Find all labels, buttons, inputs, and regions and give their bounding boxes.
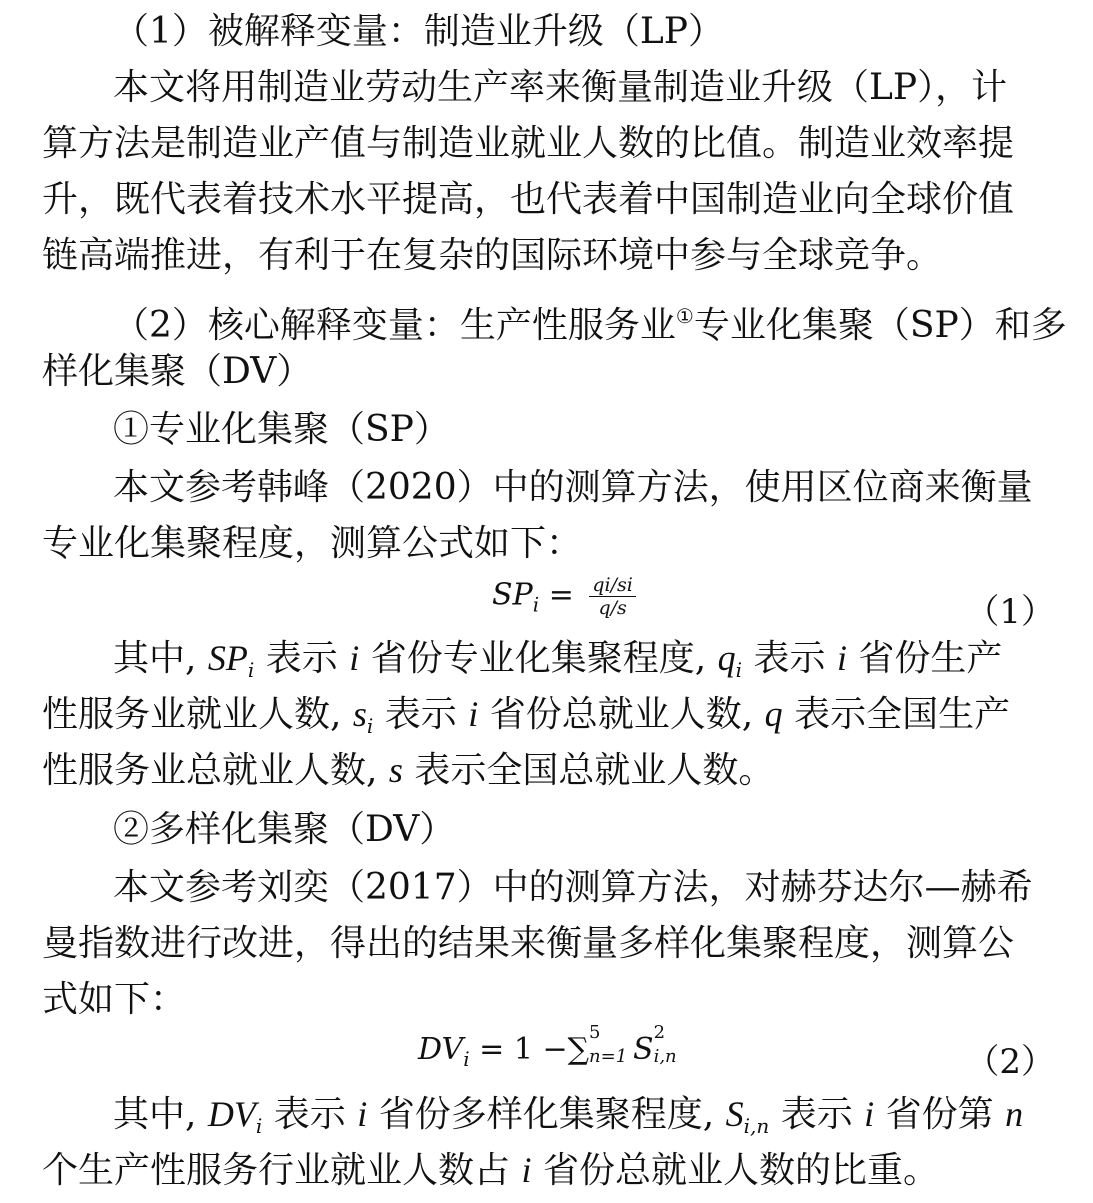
- fraction: $\frac{qi/si}{q/s}$: [589, 574, 635, 619]
- formula-dv: $DV_i = 1$ −∑ 5 n=1 S 2 i,n: [418, 1022, 677, 1071]
- paragraph-line: 专业化集聚程度，测算公式如下：: [42, 523, 583, 564]
- paragraph-line: 本文将用制造业劳动生产率来衡量制造业升级（LP），计: [113, 67, 1008, 108]
- subheading-diversification: ②多样化集聚（DV）: [113, 809, 456, 850]
- paragraph-line: 性服务业总就业人数, s 表示全国总就业人数。: [42, 750, 775, 791]
- paragraph-line: 其中, $SP_i$ 表示 i 省份专业化集聚程度, $q_i$ 表示 i 省份生产: [113, 638, 1003, 682]
- heading-core-variable: （2）核心解释变量：生产性服务业①专业化集聚（SP）和多: [113, 304, 1067, 346]
- paragraph-line: 其中, $DV_i$ 表示 i 省份多样化集聚程度, $S_{i,n}$ 表示 i 省份第 n: [113, 1094, 1024, 1138]
- paragraph-line: 性服务业就业人数, $s_i$ 表示 i 省份总就业人数, q 表示全国生产: [42, 694, 1011, 738]
- footnote-marker[interactable]: ①: [675, 304, 694, 328]
- paragraph-line: 算方法是制造业产值与制造业就业人数的比值。制造业效率提: [42, 123, 1015, 164]
- paragraph-line: 本文参考韩峰（2020）中的测算方法，使用区位商来衡量: [113, 467, 1033, 508]
- paragraph-line: 个生产性服务行业就业人数占 i 省份总就业人数的比重。: [42, 1150, 939, 1191]
- paragraph-line: 曼指数进行改进，得出的结果来衡量多样化集聚程度，测算公: [42, 923, 1015, 964]
- paragraph-line: 式如下：: [42, 979, 187, 1020]
- paragraph-line: 链高端推进，有利于在复杂的国际环境中参与全球竞争。: [42, 235, 943, 276]
- equation-number: （2）: [965, 1042, 1055, 1082]
- equation-number: （1）: [965, 592, 1055, 632]
- subheading-specialization: ①专业化集聚（SP）: [113, 409, 450, 450]
- formula-sp: $SP_i$ = $\frac{qi/si}{q/s}$: [492, 574, 636, 619]
- heading-core-variable-cont: 样化集聚（DV）: [42, 351, 313, 392]
- paragraph-line: 本文参考刘奕（2017）中的测算方法，对赫芬达尔—赫希: [113, 867, 1033, 908]
- paragraph-line: 升，既代表着技术水平提高，也代表着中国制造业向全球价值: [42, 179, 1015, 220]
- heading-dependent-variable: （1）被解释变量：制造业升级（LP）: [113, 11, 725, 52]
